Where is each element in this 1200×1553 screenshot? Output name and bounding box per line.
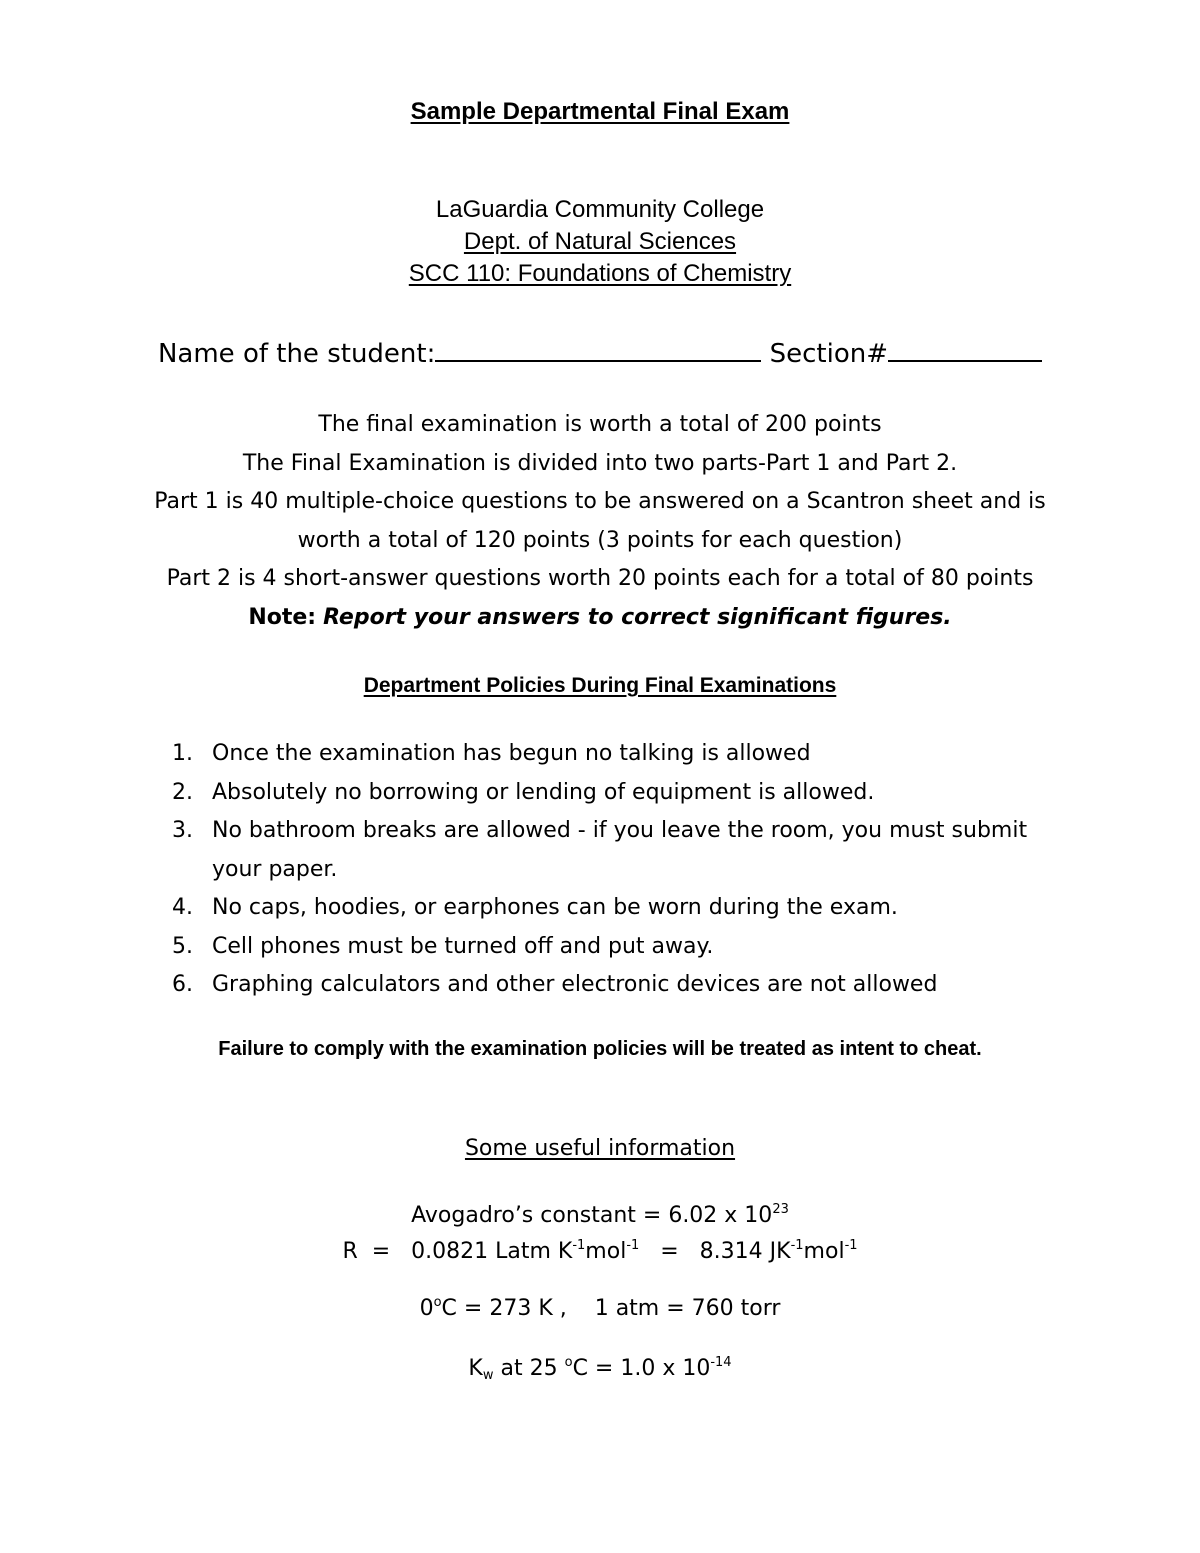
list-item: 4. No caps, hoodies, or earphones can be worn during the exam. [172,895,898,920]
exam-info-line-4: worth a total of 120 points (3 points for each question) [297,528,903,553]
note-text: Report your answers to correct significant figures. [323,605,952,630]
useful-info-title: Some useful information [464,1136,736,1161]
student-name-blank[interactable] [435,338,761,362]
department-name: Dept. of Natural Sciences [463,228,737,255]
exam-title: Sample Departmental Final Exam [410,98,790,125]
exam-info-line-2: The Final Examination is divided into two parts-Part 1 and Part 2. [242,451,958,476]
course-name: SCC 110: Foundations of Chemistry [408,260,792,287]
exam-info-line-5: Part 2 is 4 short-answer questions worth 20 points each for a total of 80 points [166,566,1034,591]
list-item: 6. Graphing calculators and other electronic devices are not allowed [172,972,938,997]
policies-list [172,735,1072,1005]
student-name-label: Name of the student: [157,339,436,369]
policies-title: Department Policies During Final Examinations [363,674,837,697]
exam-info-line-3: Part 1 is 40 multiple-choice questions to be answered on a Scantron sheet and is [154,489,1046,514]
temperature-pressure-equation: $0^oC = 273$ K , 1 atm = 760 torr [419,1295,781,1321]
college-name: LaGuardia Community College [435,196,765,223]
section-blank[interactable] [888,338,1042,362]
section-label: Section# [769,339,889,369]
list-item: 3. No bathroom breaks are allowed - if you leave the room, you must submit your paper. [172,818,1028,882]
list-item: 1. Once the examination has begun no talking is allowed [172,741,811,766]
gas-constant-equation: R = 0.0821 Latm $K^{-1}mol^{-1} = 8.314$ $JK^{-1}mol^{-1}$ [342,1238,858,1264]
kw-equation: $K_w$ at 25 $^o$C = 1.0 x $10^{-14}$ [468,1355,732,1383]
note-label: Note: [248,605,317,630]
list-item: 5. Cell phones must be turned off and put away. [172,933,714,959]
list-item: 2. Absolutely no borrowing or lending of equipment is allowed. [172,779,875,805]
avogadro-equation: Avogadro’s constant = 6.02 x $10^{23}$ [411,1202,789,1228]
policy-warning: Failure to comply with the examination policies will be treated as intent to cheat. [218,1038,982,1060]
student-info-line [0,338,1200,369]
exam-info-line-1: The final examination is worth a total of 200 points [318,412,882,437]
note-line [0,605,1200,630]
